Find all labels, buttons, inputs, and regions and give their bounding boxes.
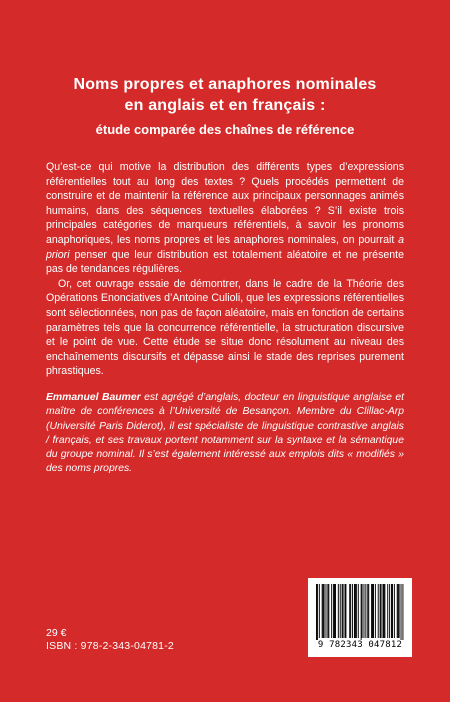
price-label: 29 € <box>46 627 67 639</box>
barcode-bar <box>365 584 366 638</box>
barcode-bar <box>331 584 332 638</box>
barcode-bar <box>361 584 362 640</box>
barcode-bar <box>394 584 395 638</box>
barcode-bar <box>368 584 369 638</box>
barcode-bar <box>340 584 341 638</box>
barcode-bar <box>324 584 325 638</box>
barcode-bar <box>335 584 336 638</box>
barcode-bar <box>326 584 327 638</box>
barcode-bars <box>308 578 412 640</box>
summary-paragraph-2: Or, cet ouvrage essaie de démontrer, dans le cadre de la Théorie des Opérations Enonciatives d’Antoine Culioli, que les expressions référentielles sont sélectionnées, non pas de façon aléatoire, mais en fonction de certains paramètres tels que la concurrence référentielle, la structuration discursive et le point de vue. Cette étude se situe donc résolument au niveau des enchaînements discursifs et dépasse ainsi le stade des reprises purement phrastiques. <box>46 277 404 378</box>
barcode-bar <box>354 584 355 638</box>
barcode-bar <box>333 584 334 638</box>
barcode-bar <box>398 584 399 638</box>
barcode-bar <box>399 584 400 638</box>
barcode-bar <box>317 584 318 640</box>
isbn-label: ISBN : 978-2-343-04781-2 <box>46 640 174 652</box>
author-bio-text: est agrégé d’anglais, docteur en linguistique anglaise et maître de conférences à l’Université de Besançon. Membre du Clillac-Arp (Université Paris Diderot), il est spécialiste de linguistique contrastive anglais / français, et ses travaux portent notamment sur la syntaxe et la sémantique du groupe nominal. Il s’est également intéressé aux emplois dits « modifiés » des noms propres. <box>46 392 405 475</box>
barcode-bar <box>364 584 365 638</box>
barcode-bar <box>323 584 324 638</box>
barcode-bar <box>349 584 350 638</box>
barcode-bar <box>334 584 335 638</box>
summary-paragraph-1 <box>46 160 404 277</box>
author-bio <box>46 391 404 477</box>
barcode <box>308 578 412 657</box>
barcode-bar <box>319 584 320 638</box>
barcode-bar <box>372 584 373 638</box>
book-title <box>20 74 430 116</box>
barcode-bar <box>383 584 384 638</box>
barcode-bar <box>328 584 329 638</box>
barcode-bar <box>391 584 392 638</box>
barcode-bar <box>316 584 317 640</box>
barcode-bar <box>392 584 393 638</box>
barcode-bar <box>387 584 388 638</box>
barcode-bar <box>345 584 346 638</box>
barcode-bar <box>401 584 402 640</box>
title-line-2: en anglais et en français : <box>124 97 326 114</box>
barcode-bar <box>343 584 344 638</box>
barcode-bar <box>381 584 382 638</box>
barcode-bar <box>380 584 381 638</box>
barcode-bar <box>397 584 398 638</box>
author-name: Emmanuel Baumer <box>46 392 141 403</box>
barcode-bar <box>358 584 359 638</box>
book-subtitle: étude comparée des chaînes de référence <box>95 122 355 137</box>
barcode-bar <box>352 584 353 638</box>
barcode-bar <box>345 584 346 638</box>
book-summary <box>46 160 404 379</box>
barcode-bar <box>350 584 351 638</box>
barcode-bar <box>373 584 374 638</box>
barcode-bar <box>371 584 372 638</box>
barcode-bar <box>383 584 384 638</box>
barcode-bar <box>389 584 390 638</box>
summary-p1-text-a: Qu’est-ce qui motive la distribution des différents types d’expressions référentielles tout au long des textes ? Quels procédés permettent de construire et de maintenir la référence aux principaux personnages animés humains, dans des séquences textuelles élaborées ? S’il existe trois principales catégories de marqueurs référentiels, à savoir les pronoms anaphoriques, les noms propres et les anaphores nominales, on pourrait <box>46 161 404 246</box>
barcode-bar <box>338 584 339 638</box>
barcode-bar <box>375 584 376 638</box>
barcode-bar <box>322 584 323 638</box>
barcode-bar <box>342 584 343 638</box>
title-line-1: Noms propres et anaphores nominales <box>73 76 377 93</box>
summary-p1-emphasis: a priori <box>46 233 404 261</box>
barcode-bar <box>356 584 357 638</box>
barcode-bar <box>378 584 379 638</box>
barcode-digits: 9 782343 047812 <box>317 640 403 650</box>
barcode-bar <box>367 584 368 638</box>
barcode-bar <box>362 584 363 638</box>
barcode-bar <box>327 584 328 638</box>
barcode-bar <box>384 584 385 638</box>
barcode-bar <box>355 584 356 638</box>
barcode-bar <box>402 584 403 640</box>
summary-p1-text-b: penser que leur distribution est totalement aléatoire et ne présente pas de tendances régulières. <box>46 248 404 276</box>
